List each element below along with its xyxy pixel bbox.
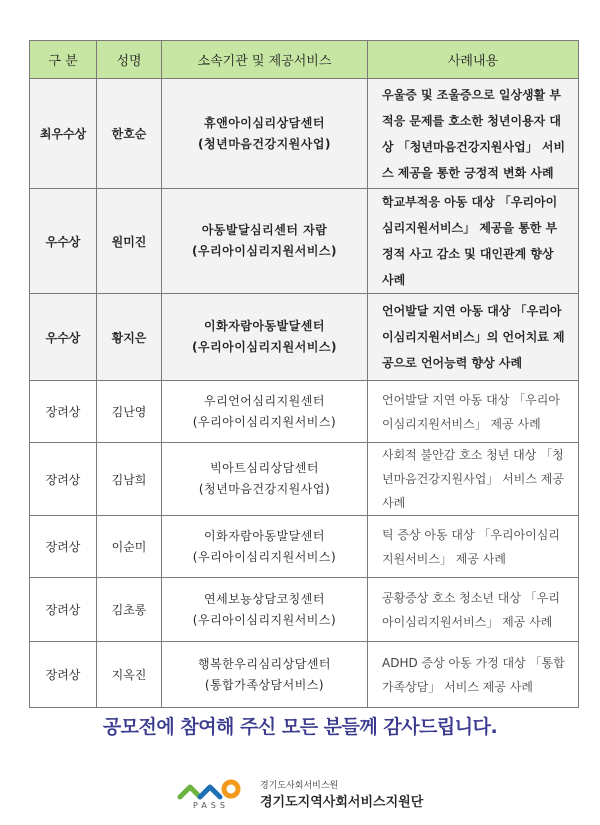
case-description: 우울증 및 조울증으로 일상생활 부적응 문제를 호소한 청년이용자 대상 「청년마음건강지원사업」 서비스 제공을 통한 긍정적 변화 사례: [368, 79, 579, 189]
award-category: 장려상: [30, 516, 97, 578]
institution-name: 우리언어심리지원센터: [204, 393, 325, 408]
table-row: [30, 642, 579, 708]
awards-table: [29, 40, 579, 708]
recipient-name: 황지은: [97, 294, 162, 381]
column-header-name: 성명: [97, 41, 162, 79]
recipient-name: 김초롱: [97, 578, 162, 642]
table-row: [30, 578, 579, 642]
service-name: (우리아이심리지원서비스): [192, 414, 337, 429]
table-row: [30, 516, 579, 578]
service-name: (우리아이심리지원서비스): [192, 549, 337, 564]
institution-name: 이화자람아동발달센터: [204, 528, 325, 543]
institution-cell: [162, 578, 368, 642]
institution-cell: [162, 443, 368, 516]
institution-name: 아동발달심리센터 자람: [201, 223, 328, 237]
institution-name: 행복한우리심리상담센터: [197, 656, 331, 671]
award-category: 장려상: [30, 578, 97, 642]
institution-cell: [162, 189, 368, 294]
column-header-institution: 소속기관 및 제공서비스: [162, 41, 368, 79]
thanks-message: 공모전에 참여해 주신 모든 분들께 감사드립니다.: [102, 716, 498, 738]
table-row: [30, 381, 579, 443]
institution-cell: [162, 642, 368, 708]
table-row: [30, 79, 579, 189]
institution-cell: [162, 516, 368, 578]
case-description: ADHD 증상 아동 가정 대상 「통합가족상담」 서비스 제공 사례: [368, 642, 579, 708]
column-header-category: 구 분: [30, 41, 97, 79]
case-description: 틱 증상 아동 대상 「우리아이심리지원서비스」 제공 사례: [368, 516, 579, 578]
recipient-name: 이순미: [97, 516, 162, 578]
service-name: (우리아이심리지원서비스): [192, 244, 337, 258]
award-category: 장려상: [30, 381, 97, 443]
institution-name: 이화자람아동발달센터: [204, 319, 325, 333]
table-row: [30, 443, 579, 516]
recipient-name: 김남희: [97, 443, 162, 516]
case-description: 언어발달 지연 아동 대상 「우리아이심리지원서비스」 제공 사례: [368, 381, 579, 443]
case-description: 언어발달 지연 아동 대상 「우리아이심리지원서비스」의 언어치료 제공으로 언어능력 향상 사례: [368, 294, 579, 381]
award-category: 장려상: [30, 642, 97, 708]
award-category: 장려상: [30, 443, 97, 516]
table-header-row: [30, 41, 579, 79]
service-name: (우리아이심리지원서비스): [192, 612, 337, 627]
institution-cell: [162, 294, 368, 381]
institution-name: 연세보뇽상담코칭센터: [204, 591, 325, 606]
institution-name: 휴앤아이심리상담센터: [204, 115, 325, 130]
institution-name: 빅아트심리상담센터: [210, 461, 319, 475]
award-category: 우수상: [30, 189, 97, 294]
recipient-name: 한호순: [97, 79, 162, 189]
org-subtitle: 경기도사회서비스원: [260, 781, 339, 791]
recipient-name: 지옥진: [97, 642, 162, 708]
award-category: 최우수상: [30, 79, 97, 189]
org-name: 경기도지역사회서비스지원단: [260, 795, 424, 810]
case-description: 공황증상 호소 청소년 대상 「우리아이심리지원서비스」 제공 사례: [368, 578, 579, 642]
award-category: 우수상: [30, 294, 97, 381]
logo-wordmark: PASS: [193, 801, 229, 810]
recipient-name: 원미진: [97, 189, 162, 294]
recipient-name: 김난영: [97, 381, 162, 443]
service-name: (청년마음건강지원사업): [198, 482, 331, 496]
institution-cell: [162, 381, 368, 443]
column-header-description: 사례내용: [368, 41, 579, 79]
table-row: [30, 189, 579, 294]
service-name: (우리아이심리지원서비스): [192, 340, 337, 354]
footer-logo: [176, 775, 476, 820]
service-name: (청년마음건강지원사업): [198, 136, 331, 151]
table-row: [30, 294, 579, 381]
service-name: (통합가족상담서비스): [204, 677, 325, 692]
case-description: 사회적 불안감 호소 청년 대상 「청년마음건강지원사업」 서비스 제공 사례: [368, 443, 579, 516]
case-description: 학교부적응 아동 대상 「우리아이심리지원서비스」 제공을 통한 부정적 사고 감소 및 대인관계 향상 사례: [368, 189, 579, 294]
institution-cell: [162, 79, 368, 189]
